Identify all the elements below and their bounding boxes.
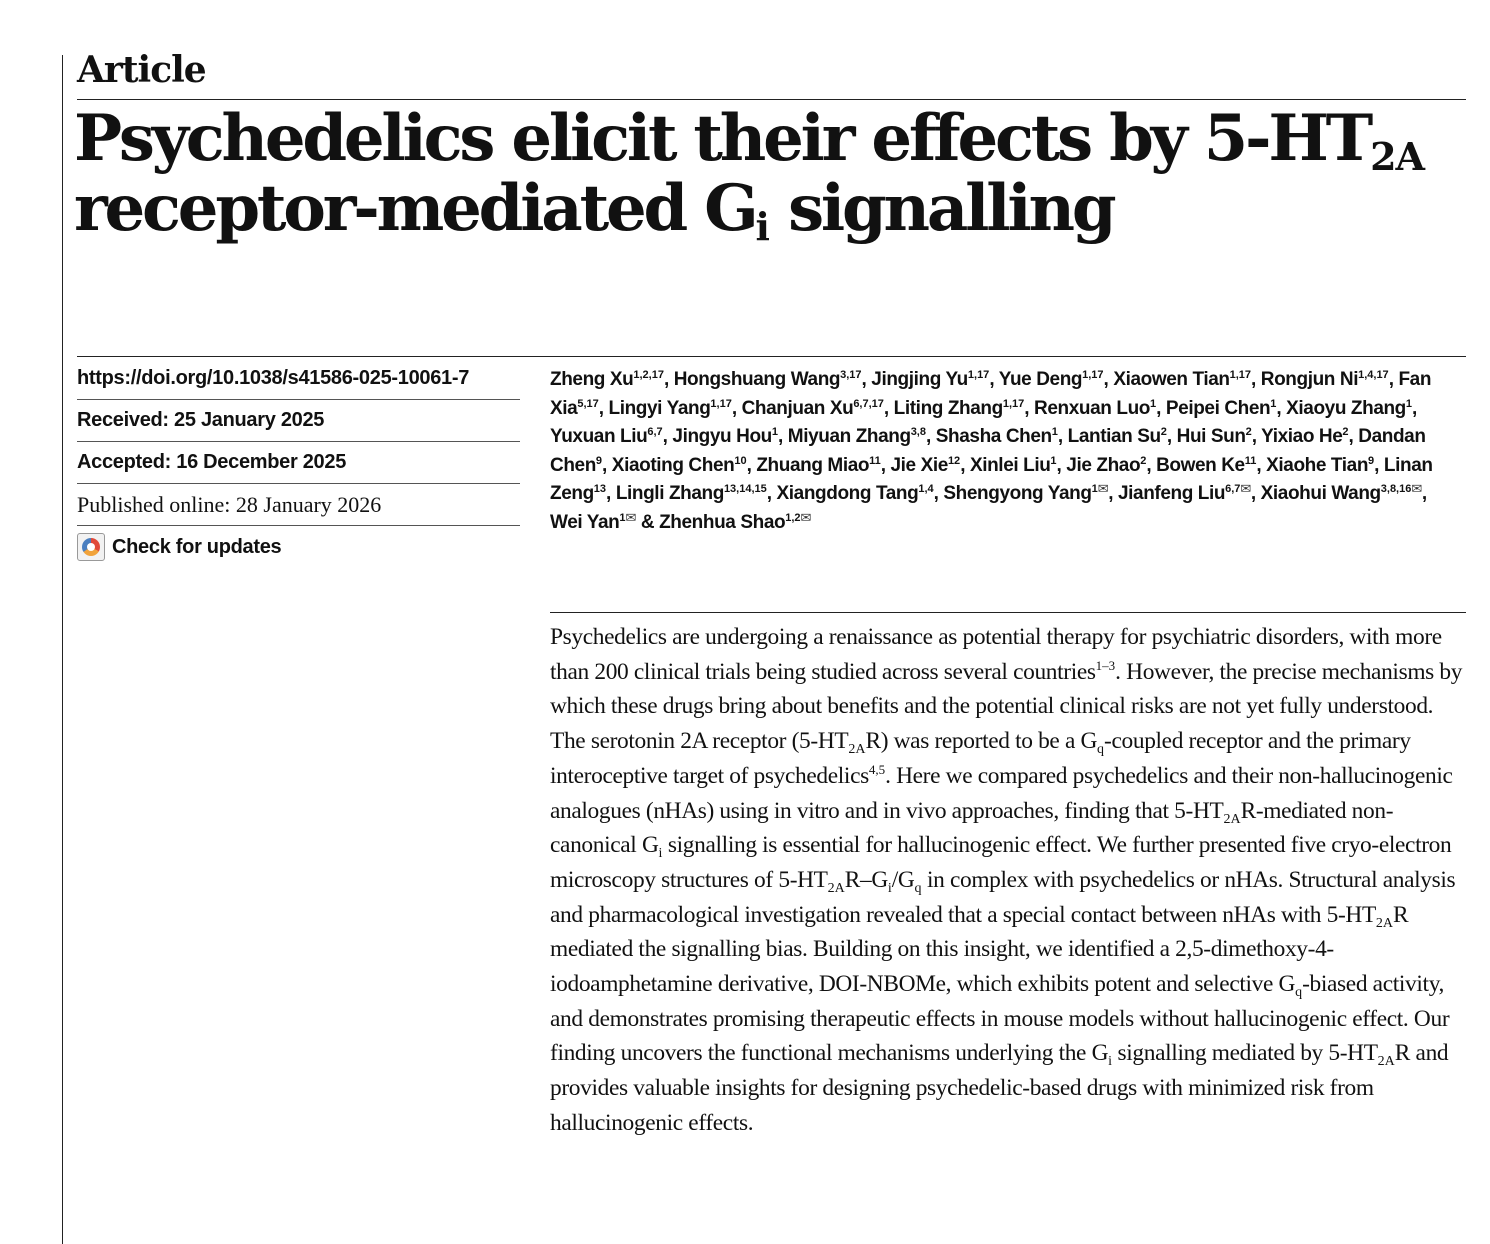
author-affiliation: 2 [1245, 426, 1252, 439]
margin-rule [62, 55, 63, 1244]
author-affiliation: 11 [869, 454, 881, 467]
author-name[interactable]: Jie Zhao [1066, 454, 1141, 476]
abstract-divider [550, 612, 1466, 613]
author-name[interactable]: Fan Xia [550, 369, 1432, 419]
author-affiliation: 2 [1160, 426, 1167, 439]
author-affiliation: 9 [1368, 454, 1375, 467]
author-affiliation: 1,4,17 [1358, 369, 1389, 381]
email-icon[interactable]: ✉ [1411, 481, 1422, 497]
abstract: Psychedelics are undergoing a renaissance as potential therapy for psychiatric disorders, with more than 200 clinical trials being studied across several countries$^{1-3}$. However, the precise mechanisms by which these drugs bring about benefits and the potential clinical risks are not yet fully understood. The serotonin 2A receptor $(5-HT_{2A}R)$ was reported to be a $G_q$-coupled receptor and the primary interoceptive target of psychedelics$^{4,5}$. Here we compared psychedelics and their non-hallucinogenic analogues (nHAs) using in vitro and in vivo approaches, finding that $5-HT_{2A}R$-mediated non-canonical $G_i$ signalling is essential for hallucinogenic effect. We further presented five cryo-electron microscopy structures of $5-HT_{2A}R-G_i/G_q$ in complex with psychedelics or nHAs. Structural analysis and pharmacological investigation revealed that a special contact between nHAs with $5-HT_{2A}R$ mediated the signalling bias. Building on this insight, we identified a 2,5-dimethoxy-4-iodoamphetamine derivative, DOI-NBOMe, which exhibits potent and selective $G_q$-biased activity, and demonstrates promising therapeutic effects in mouse models without hallucinogenic effect. Our finding uncovers the functional mechanisms underlying the $G_i$ signalling mediated by $5-HT_{2A}R$ and provides valuable insights for designing psychedelic-based drugs with minimized risk from hallucinogenic effects. [550, 624, 1463, 1136]
author-affiliation: 1,2,17 [633, 369, 664, 381]
author-name[interactable]: Dandan Chen [550, 426, 1426, 476]
author-name[interactable]: Wei Yan [550, 511, 620, 533]
author-list: Zheng Xu$^{1,2,17}$, Hongshuang Wang$^{3,17}$, Jingjing Yu$^{1,17}$, Yue Deng$^{1,17}$, Xiaowen Tian$^{1,17}$, Rongjun Ni$^{1,4,17}$, Fan Xia$^{5,17}$, Lingyi Yang$^{1,17}$, Chanjuan Xu$^{6,7,17}$, Liting Zhang$^{1,17}$, Renxuan Luo$^1$, Peipei Chen$^1$, Xiaoyu Zhang$^1$, Yuxuan Liu$^{6,7}$, Jingyu Hou$^1$, Miyuan Zhang$^{3,8}$, Shasha Chen$^1$, Lantian Su$^2$, Hui Sun$^2$, Yixiao He$^2$, Dandan Chen$^9$, Xiaoting Chen$^{10}$, Zhuang Miao$^{11}$, Jie Xie$^{12}$, Xinlei Liu$^1$, Jie Zhao$^2$, Bowen Ke$^{11}$, Xiaohe Tian$^9$, Linan Zeng$^{13}$, Lingli Zhang$^{13,14,15}$, Xiangdong Tang$^{1,4}$, Shengyong Yang$^{1✉}$, Jianfeng Liu$^{6,7✉}$, Xiaohui Wang$^{3,8,16✉}$, Wei Yan$^{1✉}$ & Zhenhua Shao$^{1,2✉}$ [550, 369, 1433, 533]
author-affiliation: 6,7,17 [853, 397, 884, 410]
author-affiliation: 1,17 [1002, 397, 1025, 410]
check-for-updates-label: Check for updates [112, 535, 282, 558]
email-icon[interactable]: ✉ [625, 509, 636, 525]
author-affiliation: 13 [593, 483, 607, 496]
author-affiliation: 10 [734, 454, 747, 467]
author-name[interactable]: Peipei Chen [1165, 397, 1271, 419]
author-name[interactable]: Xiaohui Wang [1260, 483, 1381, 505]
author-affiliation: 3,8,16 [1380, 483, 1412, 496]
author-affiliation: 1,17 [1229, 369, 1252, 381]
author-affiliation: 6,7 [647, 426, 663, 439]
author-affiliation: 1 [1405, 397, 1413, 410]
author-name[interactable]: Hongshuang Wang [673, 369, 841, 390]
author-name[interactable]: Xiaowen Tian [1113, 369, 1230, 390]
email-icon[interactable]: ✉ [1097, 481, 1109, 497]
author-name[interactable]: Xiaoting Chen [611, 454, 735, 476]
author-name[interactable]: Chanjuan Xu [741, 397, 854, 419]
title-line-2: receptor-mediated $G_i$ signalling [74, 171, 1114, 249]
author-name[interactable]: Shengyong Yang [943, 483, 1092, 505]
author-name[interactable]: Yuxuan Liu [550, 426, 648, 448]
author-affiliation: 1,17 [1082, 369, 1104, 381]
author-name[interactable]: Yue Deng [998, 369, 1083, 390]
author-affiliation: 6,7 [1225, 483, 1241, 496]
author-name[interactable]: Xiaohe Tian [1266, 454, 1369, 476]
author-name[interactable]: Xiaoyu Zhang [1286, 397, 1406, 419]
author-affiliation: 2 [1342, 426, 1349, 439]
author-name[interactable]: Bowen Ke [1156, 454, 1245, 476]
author-affiliation: 3,8 [910, 426, 926, 439]
author-affiliation: 1,2 [785, 511, 801, 524]
author-affiliation: 1 [1149, 397, 1157, 410]
doi-link[interactable]: https://doi.org/10.1038/s41586-025-10061-7 [77, 358, 520, 400]
author-name[interactable]: Hui Sun [1176, 426, 1246, 448]
author-affiliation: 1 [771, 426, 778, 439]
author-affiliation: 13,14,15 [723, 483, 767, 496]
author-name[interactable]: Liting Zhang [893, 397, 1003, 419]
author-affiliation: 1 [619, 511, 626, 524]
author-name[interactable]: Shasha Chen [935, 426, 1052, 448]
author-name[interactable]: Jingjing Yu [871, 369, 968, 390]
author-affiliation: 9 [595, 454, 603, 467]
check-for-updates-button[interactable] [77, 526, 520, 568]
metadata-divider [77, 356, 1466, 357]
article-type-label: Article [77, 49, 206, 91]
author-name[interactable]: Zhenhua Shao [659, 511, 786, 533]
author-name[interactable]: Zheng Xu [550, 369, 634, 390]
citation-ref[interactable]: 4,5 [868, 761, 886, 777]
author-name[interactable]: Xiangdong Tang [776, 483, 919, 505]
author-affiliation: 1 [1050, 454, 1057, 467]
author-affiliation: 5,17 [577, 397, 599, 410]
author-affiliation: 11 [1244, 454, 1257, 467]
author-affiliation: 12 [947, 454, 961, 467]
author-name[interactable]: Renxuan Luo [1034, 397, 1150, 419]
email-icon[interactable]: ✉ [800, 509, 811, 525]
author-name[interactable]: Miyuan Zhang [787, 426, 911, 448]
header-divider [77, 99, 1466, 100]
title-line-1: Psychedelics elicit their effects by $5-HT_{2A}$ [74, 101, 1425, 179]
accepted-date: Accepted: 16 December 2025 [77, 442, 520, 484]
author-name[interactable]: Lantian Su [1067, 426, 1161, 448]
author-name[interactable]: Xinlei Liu [969, 454, 1051, 476]
received-date: Received: 25 January 2025 [77, 400, 520, 442]
article-title [74, 101, 1474, 249]
author-name[interactable]: Linan Zeng [550, 454, 1433, 505]
published-date: Published online: 28 January 2026 [77, 484, 520, 526]
author-affiliation: 1 [1091, 483, 1098, 496]
author-name[interactable]: Zhuang Miao [756, 454, 870, 476]
citation-ref[interactable]: 1–3 [1095, 657, 1116, 673]
author-affiliation: 1,17 [710, 397, 732, 410]
author-name[interactable]: Yixiao He [1261, 426, 1343, 448]
author-affiliation: 1,17 [967, 369, 990, 381]
author-affiliation: 3,17 [840, 369, 862, 381]
author-affiliation: 1 [1051, 426, 1058, 439]
author-name[interactable]: Lingyi Yang [608, 397, 711, 419]
author-name[interactable]: Jianfeng Liu [1117, 483, 1226, 505]
email-icon[interactable]: ✉ [1240, 481, 1251, 497]
author-affiliation: 2 [1140, 454, 1147, 467]
author-name[interactable]: Jingyu Hou [672, 426, 772, 448]
author-affiliation: 1,4 [918, 483, 934, 496]
author-name[interactable]: Jie Xie [890, 454, 948, 476]
author-name[interactable]: Rongjun Ni [1260, 369, 1359, 390]
crossmark-icon [77, 533, 105, 561]
author-affiliation: 1 [1270, 397, 1277, 410]
author-name[interactable]: Lingli Zhang [615, 483, 724, 505]
article-metadata [77, 358, 520, 568]
